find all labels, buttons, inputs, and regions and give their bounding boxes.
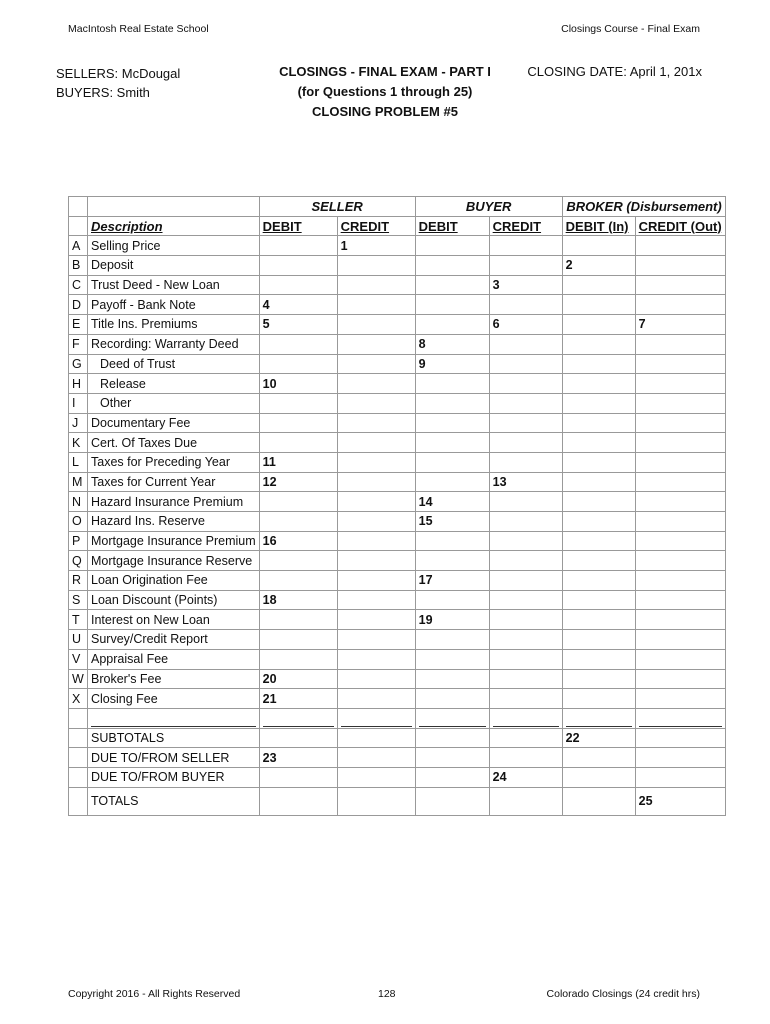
underline bbox=[263, 718, 334, 727]
seller-debit-cell bbox=[259, 492, 337, 512]
underline bbox=[341, 718, 412, 727]
buyer-debit-cell: 9 bbox=[415, 354, 489, 374]
broker-debit-cell bbox=[562, 590, 635, 610]
separator-row bbox=[69, 708, 726, 728]
table-row bbox=[69, 413, 726, 433]
seller-credit-cell: 1 bbox=[337, 236, 415, 256]
buyer-debit-cell bbox=[415, 295, 489, 315]
description-cell: Selling Price bbox=[88, 236, 260, 256]
row-letter-cell: S bbox=[69, 590, 88, 610]
description-cell: Cert. Of Taxes Due bbox=[88, 433, 260, 453]
row-letter-cell: P bbox=[69, 531, 88, 551]
seller-debit-cell: 16 bbox=[259, 531, 337, 551]
row-letter-cell bbox=[69, 767, 88, 787]
table-row bbox=[69, 374, 726, 394]
seller-debit-cell bbox=[259, 236, 337, 256]
seller-debit-cell bbox=[259, 413, 337, 433]
buyer-credit-cell: 3 bbox=[489, 275, 562, 295]
buyer-credit-header: CREDIT bbox=[489, 216, 562, 236]
description-cell: Mortgage Insurance Premium bbox=[88, 531, 260, 551]
broker-debit-cell bbox=[562, 472, 635, 492]
buyer-debit-cell bbox=[415, 767, 489, 787]
broker-debit-cell bbox=[562, 787, 635, 815]
row-letter-cell: N bbox=[69, 492, 88, 512]
buyer-debit-cell bbox=[415, 374, 489, 394]
title-line-1: CLOSINGS - FINAL EXAM - PART I bbox=[279, 64, 491, 79]
seller-debit-cell bbox=[259, 571, 337, 591]
seller-debit-cell: 12 bbox=[259, 472, 337, 492]
buyer-credit-cell bbox=[489, 492, 562, 512]
buyer-credit-cell bbox=[489, 649, 562, 669]
seller-credit-cell bbox=[337, 275, 415, 295]
description-cell: Loan Origination Fee bbox=[88, 571, 260, 591]
broker-debit-cell bbox=[562, 354, 635, 374]
buyer-debit-cell bbox=[415, 649, 489, 669]
buyer-debit-cell bbox=[415, 787, 489, 815]
table-row bbox=[69, 472, 726, 492]
seller-debit-cell: 5 bbox=[259, 315, 337, 335]
seller-credit-cell bbox=[337, 374, 415, 394]
broker-credit-cell bbox=[635, 649, 725, 669]
table-row bbox=[69, 256, 726, 276]
description-cell: SUBTOTALS bbox=[88, 728, 260, 748]
row-letter-cell bbox=[69, 728, 88, 748]
row-letter-cell: J bbox=[69, 413, 88, 433]
row-letter-cell: D bbox=[69, 295, 88, 315]
seller-credit-cell bbox=[337, 512, 415, 532]
seller-debit-cell bbox=[259, 787, 337, 815]
row-letter-cell: L bbox=[69, 452, 88, 472]
broker-debit-cell bbox=[562, 512, 635, 532]
buyer-credit-cell bbox=[489, 295, 562, 315]
underline bbox=[493, 718, 559, 727]
description-cell: Broker's Fee bbox=[88, 669, 260, 689]
row-letter-cell: R bbox=[69, 571, 88, 591]
description-cell: TOTALS bbox=[88, 787, 260, 815]
broker-debit-cell bbox=[562, 531, 635, 551]
seller-credit-cell bbox=[337, 728, 415, 748]
seller-credit-cell bbox=[337, 767, 415, 787]
seller-debit-cell: 20 bbox=[259, 669, 337, 689]
row-letter-cell: A bbox=[69, 236, 88, 256]
table-row bbox=[69, 433, 726, 453]
row-letter-cell: W bbox=[69, 669, 88, 689]
description-cell: Appraisal Fee bbox=[88, 649, 260, 669]
buyer-debit-cell bbox=[415, 728, 489, 748]
broker-credit-cell bbox=[635, 256, 725, 276]
broker-credit-cell bbox=[635, 748, 725, 768]
buyer-debit-cell: 14 bbox=[415, 492, 489, 512]
buyer-debit-cell bbox=[415, 393, 489, 413]
table-row bbox=[69, 354, 726, 374]
description-cell: Interest on New Loan bbox=[88, 610, 260, 630]
seller-debit-cell bbox=[259, 767, 337, 787]
seller-debit-cell bbox=[259, 256, 337, 276]
seller-credit-header: CREDIT bbox=[337, 216, 415, 236]
buyers-label: BUYERS: Smith bbox=[56, 85, 150, 100]
table-row bbox=[69, 590, 726, 610]
seller-credit-cell bbox=[337, 531, 415, 551]
broker-credit-cell bbox=[635, 334, 725, 354]
buyer-debit-cell bbox=[415, 689, 489, 709]
broker-debit-cell: 22 bbox=[562, 728, 635, 748]
buyer-debit-cell: 15 bbox=[415, 512, 489, 532]
seller-credit-cell bbox=[337, 472, 415, 492]
table-row bbox=[69, 551, 726, 571]
broker-credit-cell: 7 bbox=[635, 315, 725, 335]
copyright: Copyright 2016 - All Rights Reserved bbox=[68, 988, 241, 1000]
description-cell: Payoff - Bank Note bbox=[88, 295, 260, 315]
buyer-debit-cell bbox=[415, 748, 489, 768]
buyer-credit-cell bbox=[489, 413, 562, 433]
buyer-debit-cell: 8 bbox=[415, 334, 489, 354]
buyer-credit-cell bbox=[489, 374, 562, 394]
broker-debit-cell bbox=[562, 275, 635, 295]
seller-debit-cell bbox=[259, 610, 337, 630]
buyer-credit-cell bbox=[489, 669, 562, 689]
broker-debit-cell bbox=[562, 649, 635, 669]
seller-credit-cell bbox=[337, 295, 415, 315]
buyer-debit-cell: 19 bbox=[415, 610, 489, 630]
description-cell: Survey/Credit Report bbox=[88, 630, 260, 650]
seller-credit-cell bbox=[337, 610, 415, 630]
broker-credit-cell bbox=[635, 393, 725, 413]
buyer-debit-cell bbox=[415, 590, 489, 610]
seller-credit-cell bbox=[337, 630, 415, 650]
seller-debit-cell bbox=[259, 512, 337, 532]
seller-debit-cell: 18 bbox=[259, 590, 337, 610]
buyer-credit-cell bbox=[489, 748, 562, 768]
description-cell: Mortgage Insurance Reserve bbox=[88, 551, 260, 571]
broker-credit-cell bbox=[635, 590, 725, 610]
buyer-credit-cell: 6 bbox=[489, 315, 562, 335]
seller-credit-cell bbox=[337, 551, 415, 571]
broker-credit-cell bbox=[635, 571, 725, 591]
totals-row bbox=[69, 787, 726, 815]
broker-credit-header: CREDIT (Out) bbox=[635, 216, 725, 236]
title-line-3: CLOSING PROBLEM #5 bbox=[312, 104, 458, 119]
description-cell: DUE TO/FROM BUYER bbox=[88, 767, 260, 787]
broker-credit-cell bbox=[635, 689, 725, 709]
row-letter-cell: G bbox=[69, 354, 88, 374]
broker-debit-cell bbox=[562, 767, 635, 787]
buyer-credit-cell bbox=[489, 610, 562, 630]
description-cell: Closing Fee bbox=[88, 689, 260, 709]
broker-credit-cell bbox=[635, 472, 725, 492]
buyer-credit-cell bbox=[489, 787, 562, 815]
broker-debit-cell bbox=[562, 295, 635, 315]
row-letter-cell: E bbox=[69, 315, 88, 335]
description-cell: Deposit bbox=[88, 256, 260, 276]
table-row bbox=[69, 531, 726, 551]
buyer-credit-cell: 13 bbox=[489, 472, 562, 492]
broker-credit-cell bbox=[635, 236, 725, 256]
course-name: Closings Course - Final Exam bbox=[561, 23, 700, 35]
subtotals-row bbox=[69, 728, 726, 748]
broker-credit-cell bbox=[635, 452, 725, 472]
broker-debit-cell bbox=[562, 571, 635, 591]
buyer-credit-cell bbox=[489, 590, 562, 610]
table-row bbox=[69, 295, 726, 315]
buyer-debit-cell bbox=[415, 433, 489, 453]
table-row bbox=[69, 512, 726, 532]
seller-debit-cell bbox=[259, 649, 337, 669]
column-header-row bbox=[69, 216, 726, 236]
seller-debit-cell: 4 bbox=[259, 295, 337, 315]
seller-debit-cell: 21 bbox=[259, 689, 337, 709]
broker-credit-cell bbox=[635, 551, 725, 571]
broker-debit-cell bbox=[562, 315, 635, 335]
table-row bbox=[69, 275, 726, 295]
broker-debit-cell bbox=[562, 236, 635, 256]
broker-credit-cell bbox=[635, 374, 725, 394]
table-row bbox=[69, 689, 726, 709]
row-letter-cell: H bbox=[69, 374, 88, 394]
seller-credit-cell bbox=[337, 354, 415, 374]
row-letter-cell: U bbox=[69, 630, 88, 650]
seller-credit-cell bbox=[337, 787, 415, 815]
seller-debit-cell bbox=[259, 393, 337, 413]
buyer-debit-cell bbox=[415, 256, 489, 276]
seller-debit-cell bbox=[259, 433, 337, 453]
seller-credit-cell bbox=[337, 315, 415, 335]
seller-debit-cell: 11 bbox=[259, 452, 337, 472]
broker-credit-cell bbox=[635, 433, 725, 453]
seller-debit-cell: 10 bbox=[259, 374, 337, 394]
buyer-credit-cell bbox=[489, 354, 562, 374]
sellers-label: SELLERS: McDougal bbox=[56, 66, 181, 81]
seller-credit-cell bbox=[337, 689, 415, 709]
underline bbox=[419, 718, 486, 727]
table-row bbox=[69, 610, 726, 630]
row-letter-cell: B bbox=[69, 256, 88, 276]
seller-credit-cell bbox=[337, 452, 415, 472]
row-letter-cell: Q bbox=[69, 551, 88, 571]
buyer-credit-cell bbox=[489, 433, 562, 453]
broker-credit-cell: 25 bbox=[635, 787, 725, 815]
buyer-debit-header: DEBIT bbox=[415, 216, 489, 236]
seller-debit-cell bbox=[259, 354, 337, 374]
broker-debit-cell bbox=[562, 669, 635, 689]
broker-debit-cell bbox=[562, 413, 635, 433]
buyer-debit-cell: 17 bbox=[415, 571, 489, 591]
closing-worksheet-table bbox=[68, 196, 726, 816]
buyer-credit-cell: 24 bbox=[489, 767, 562, 787]
broker-debit-cell bbox=[562, 630, 635, 650]
buyer-debit-cell bbox=[415, 413, 489, 433]
row-letter-cell: V bbox=[69, 649, 88, 669]
broker-debit-cell bbox=[562, 689, 635, 709]
broker-debit-cell bbox=[562, 748, 635, 768]
description-header: Description bbox=[88, 216, 260, 236]
description-cell: Hazard Insurance Premium bbox=[88, 492, 260, 512]
course-credit: Colorado Closings (24 credit hrs) bbox=[546, 988, 700, 1000]
buyer-group-header: BUYER bbox=[415, 197, 562, 217]
row-letter-cell bbox=[69, 787, 88, 815]
seller-credit-cell bbox=[337, 256, 415, 276]
description-cell: Release bbox=[88, 374, 260, 394]
table-row bbox=[69, 669, 726, 689]
seller-debit-cell bbox=[259, 334, 337, 354]
buyer-debit-cell bbox=[415, 236, 489, 256]
buyer-debit-cell bbox=[415, 669, 489, 689]
buyer-credit-cell bbox=[489, 630, 562, 650]
school-name: MacIntosh Real Estate School bbox=[68, 23, 209, 35]
table-row bbox=[69, 334, 726, 354]
seller-debit-cell bbox=[259, 275, 337, 295]
buyer-credit-cell bbox=[489, 551, 562, 571]
due-seller-row bbox=[69, 748, 726, 768]
broker-credit-cell bbox=[635, 354, 725, 374]
seller-credit-cell bbox=[337, 649, 415, 669]
underline bbox=[639, 718, 722, 727]
broker-credit-cell bbox=[635, 630, 725, 650]
broker-credit-cell bbox=[635, 492, 725, 512]
buyer-credit-cell bbox=[489, 728, 562, 748]
row-letter-cell: M bbox=[69, 472, 88, 492]
group-header-row bbox=[69, 197, 726, 217]
description-cell: Title Ins. Premiums bbox=[88, 315, 260, 335]
broker-credit-cell bbox=[635, 295, 725, 315]
broker-debit-header: DEBIT (In) bbox=[562, 216, 635, 236]
table-row bbox=[69, 571, 726, 591]
broker-debit-cell bbox=[562, 433, 635, 453]
seller-credit-cell bbox=[337, 571, 415, 591]
broker-credit-cell bbox=[635, 728, 725, 748]
broker-debit-cell: 2 bbox=[562, 256, 635, 276]
parties bbox=[56, 64, 180, 102]
buyer-credit-cell bbox=[489, 452, 562, 472]
page-number: 128 bbox=[378, 988, 396, 1000]
broker-group-header: BROKER (Disbursement) bbox=[562, 197, 725, 217]
underline bbox=[566, 718, 632, 727]
buyer-debit-cell bbox=[415, 315, 489, 335]
table-row bbox=[69, 649, 726, 669]
table-row bbox=[69, 492, 726, 512]
row-letter-cell: O bbox=[69, 512, 88, 532]
row-letter-cell: K bbox=[69, 433, 88, 453]
broker-debit-cell bbox=[562, 492, 635, 512]
buyer-credit-cell bbox=[489, 236, 562, 256]
closing-date: CLOSING DATE: April 1, 201x bbox=[527, 64, 702, 79]
broker-debit-cell bbox=[562, 393, 635, 413]
description-cell: Recording: Warranty Deed bbox=[88, 334, 260, 354]
description-cell: Taxes for Preceding Year bbox=[88, 452, 260, 472]
buyer-debit-cell bbox=[415, 551, 489, 571]
table-row bbox=[69, 236, 726, 256]
buyer-credit-cell bbox=[489, 393, 562, 413]
due-buyer-row bbox=[69, 767, 726, 787]
seller-group-header: SELLER bbox=[259, 197, 415, 217]
table-row bbox=[69, 630, 726, 650]
broker-debit-cell bbox=[562, 610, 635, 630]
description-cell: Taxes for Current Year bbox=[88, 472, 260, 492]
exam-title bbox=[220, 62, 550, 122]
buyer-debit-cell bbox=[415, 472, 489, 492]
seller-debit-header: DEBIT bbox=[259, 216, 337, 236]
buyer-credit-cell bbox=[489, 689, 562, 709]
description-cell: DUE TO/FROM SELLER bbox=[88, 748, 260, 768]
buyer-credit-cell bbox=[489, 531, 562, 551]
broker-credit-cell bbox=[635, 767, 725, 787]
table-row bbox=[69, 452, 726, 472]
broker-credit-cell bbox=[635, 413, 725, 433]
row-letter-cell: I bbox=[69, 393, 88, 413]
description-cell: Hazard Ins. Reserve bbox=[88, 512, 260, 532]
seller-debit-cell bbox=[259, 630, 337, 650]
broker-debit-cell bbox=[562, 551, 635, 571]
underline bbox=[91, 718, 256, 727]
seller-credit-cell bbox=[337, 433, 415, 453]
buyer-credit-cell bbox=[489, 334, 562, 354]
seller-credit-cell bbox=[337, 334, 415, 354]
buyer-credit-cell bbox=[489, 512, 562, 532]
broker-credit-cell bbox=[635, 610, 725, 630]
description-cell: Trust Deed - New Loan bbox=[88, 275, 260, 295]
row-letter-cell: T bbox=[69, 610, 88, 630]
row-letter-cell bbox=[69, 748, 88, 768]
broker-credit-cell bbox=[635, 531, 725, 551]
broker-debit-cell bbox=[562, 334, 635, 354]
description-cell: Loan Discount (Points) bbox=[88, 590, 260, 610]
seller-debit-cell bbox=[259, 728, 337, 748]
seller-debit-cell: 23 bbox=[259, 748, 337, 768]
seller-credit-cell bbox=[337, 393, 415, 413]
seller-credit-cell bbox=[337, 669, 415, 689]
broker-credit-cell bbox=[635, 275, 725, 295]
broker-credit-cell bbox=[635, 669, 725, 689]
seller-debit-cell bbox=[259, 551, 337, 571]
buyer-debit-cell bbox=[415, 275, 489, 295]
seller-credit-cell bbox=[337, 492, 415, 512]
seller-credit-cell bbox=[337, 590, 415, 610]
seller-credit-cell bbox=[337, 748, 415, 768]
row-letter-cell: F bbox=[69, 334, 88, 354]
broker-credit-cell bbox=[635, 512, 725, 532]
buyer-debit-cell bbox=[415, 531, 489, 551]
broker-debit-cell bbox=[562, 452, 635, 472]
table-row bbox=[69, 315, 726, 335]
buyer-credit-cell bbox=[489, 256, 562, 276]
buyer-debit-cell bbox=[415, 452, 489, 472]
buyer-debit-cell bbox=[415, 630, 489, 650]
table-row bbox=[69, 393, 726, 413]
row-letter-cell: X bbox=[69, 689, 88, 709]
seller-credit-cell bbox=[337, 413, 415, 433]
description-cell: Deed of Trust bbox=[88, 354, 260, 374]
description-cell: Other bbox=[88, 393, 260, 413]
buyer-credit-cell bbox=[489, 571, 562, 591]
row-letter-cell: C bbox=[69, 275, 88, 295]
broker-debit-cell bbox=[562, 374, 635, 394]
title-line-2: (for Questions 1 through 25) bbox=[297, 84, 473, 99]
description-cell: Documentary Fee bbox=[88, 413, 260, 433]
